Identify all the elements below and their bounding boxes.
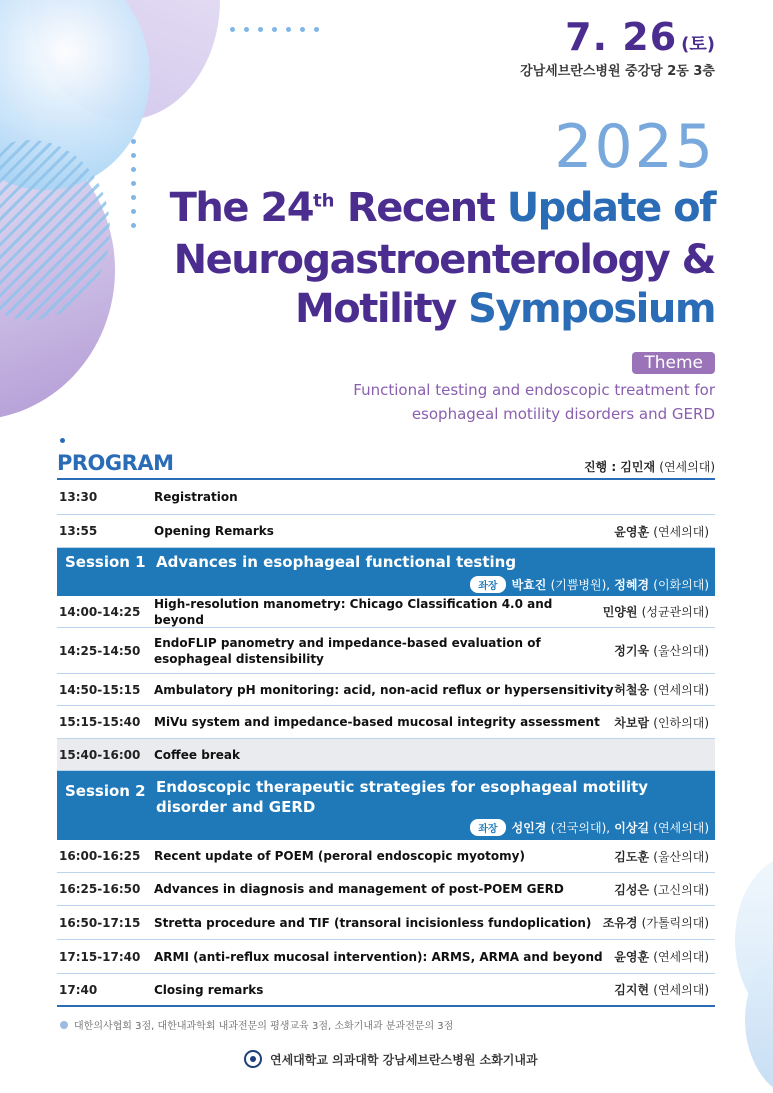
title-line-3: Motility Symposium [294, 286, 715, 332]
program-row [57, 840, 715, 873]
time-cell: 15:40-16:00 [59, 747, 141, 762]
speaker-cell: 허철웅 (연세의대) [614, 683, 709, 697]
organizer-footer [244, 1050, 538, 1068]
time-cell: 14:50-15:15 [59, 682, 141, 697]
topic-cell: Opening Remarks [154, 524, 274, 538]
topic-cell: Registration [154, 490, 238, 504]
session-label: Session 2 [65, 782, 146, 800]
program-row [57, 873, 715, 906]
speaker-cell: 윤영훈 (연세의대) [614, 950, 709, 964]
chair-badge: 좌장 [470, 819, 505, 836]
decorative-dot [60, 438, 65, 443]
program-row [57, 906, 715, 940]
time-cell: 14:25-14:50 [59, 643, 141, 658]
speaker-cell: 김도훈 (울산의대) [614, 849, 709, 864]
time-cell: 15:15-15:40 [59, 715, 141, 729]
theme-badge: Theme [632, 352, 715, 374]
time-cell: 13:30 [59, 490, 98, 504]
program-moderator: 진행 : 김민재 (연세의대) [583, 460, 715, 474]
time-cell: 16:50-17:15 [59, 915, 141, 930]
topic-cell: High-resolution manometry: Chicago Classification 4.0 and beyond [154, 596, 553, 627]
topic-cell: Stretta procedure and TIF (transoral incisionless fundoplication) [154, 915, 592, 930]
speaker-cell: 김지현 (연세의대) [614, 983, 709, 997]
session-2-header [57, 771, 715, 840]
credit-footnote [60, 1017, 453, 1032]
time-cell: 17:40 [59, 982, 98, 997]
topic-cell: Coffee break [154, 747, 240, 762]
university-emblem-icon [244, 1050, 262, 1068]
session-title: Endoscopic therapeutic strategies for esophageal motility disorder and GERD [156, 778, 649, 816]
footnote-text: 대한의사협회 3점, 대한내과학회 내과전문의 평생교육 3점, 소화기내과 분과전문의 3점 [74, 1021, 454, 1032]
program-row [57, 628, 715, 674]
time-cell: 16:00-16:25 [59, 849, 141, 863]
bullet-icon [60, 1021, 68, 1029]
speaker-cell: 민양원 (성균관의대) [602, 605, 709, 619]
organizer-name: 연세대학교 의과대학 강남세브란스병원 소화기내과 [270, 1052, 538, 1067]
topic-cell: EndoFLIP panometry and impedance-based evaluation of esophageal distensibility [154, 635, 541, 666]
venue: 강남세브란스병원 중강당 2동 3층 [520, 64, 715, 79]
topic-cell: Recent update of POEM (peroral endoscopic myotomy) [154, 849, 525, 863]
time-cell: 16:25-16:50 [59, 882, 141, 896]
speaker-cell: 김성은 (고신의대) [614, 882, 709, 897]
topic-cell: Ambulatory pH monitoring: acid, non-acid reflux or hypersensitivity [154, 682, 614, 697]
title-line-2: Neurogastroenterology & [173, 237, 715, 283]
session-chairs: 좌장 성인경 (건국의대), 이상길 (연세의대) [470, 819, 709, 836]
session-label: Session 1 [65, 553, 146, 571]
time-cell: 17:15-17:40 [59, 949, 141, 964]
event-date [565, 15, 715, 59]
theme-text-line-1: Functional testing and endoscopic treatment for [353, 381, 715, 399]
program-row [57, 974, 715, 1007]
time-cell: 13:55 [59, 524, 98, 538]
theme-text-line-2: esophageal motility disorders and GERD [411, 405, 715, 423]
topic-cell: MiVu system and impedance-based mucosal integrity assessment [154, 715, 600, 729]
program-table [57, 478, 715, 1007]
speaker-cell: 조유경 (가톨릭의대) [602, 916, 709, 930]
program-row [57, 940, 715, 974]
speaker-cell: 정기욱 (울산의대) [614, 644, 709, 658]
program-row [57, 706, 715, 739]
program-row [57, 515, 715, 548]
year: 2025 [554, 112, 715, 182]
topic-cell: Closing remarks [154, 982, 264, 997]
speaker-cell: 윤영훈 (연세의대) [614, 524, 709, 539]
topic-cell: ARMI (anti-reflux mucosal intervention): ARMS, ARMA and beyond [154, 949, 603, 964]
program-heading: PROGRAM [57, 451, 174, 475]
title-line-1: The 24th Recent Update of [169, 185, 715, 231]
day-of-week: (토) [681, 34, 715, 55]
program-row [57, 674, 715, 706]
session-title: Advances in esophageal functional testing [156, 553, 517, 571]
chair-badge: 좌장 [470, 576, 505, 593]
program-row [57, 596, 715, 628]
program-row [57, 480, 715, 515]
speaker-cell: 차보람 (인하의대) [614, 715, 709, 730]
decorative-dots [230, 27, 319, 32]
session-chairs: 좌장 박효진 (기쁨병원), 정혜경 (이화의대) [470, 576, 709, 593]
time-cell: 14:00-14:25 [59, 604, 141, 619]
date-text: 7. 26 [565, 15, 678, 59]
decorative-dots [131, 139, 136, 228]
coffee-break-row [57, 739, 715, 771]
topic-cell: Advances in diagnosis and management of post-POEM GERD [154, 882, 564, 896]
session-1-header [57, 548, 715, 596]
